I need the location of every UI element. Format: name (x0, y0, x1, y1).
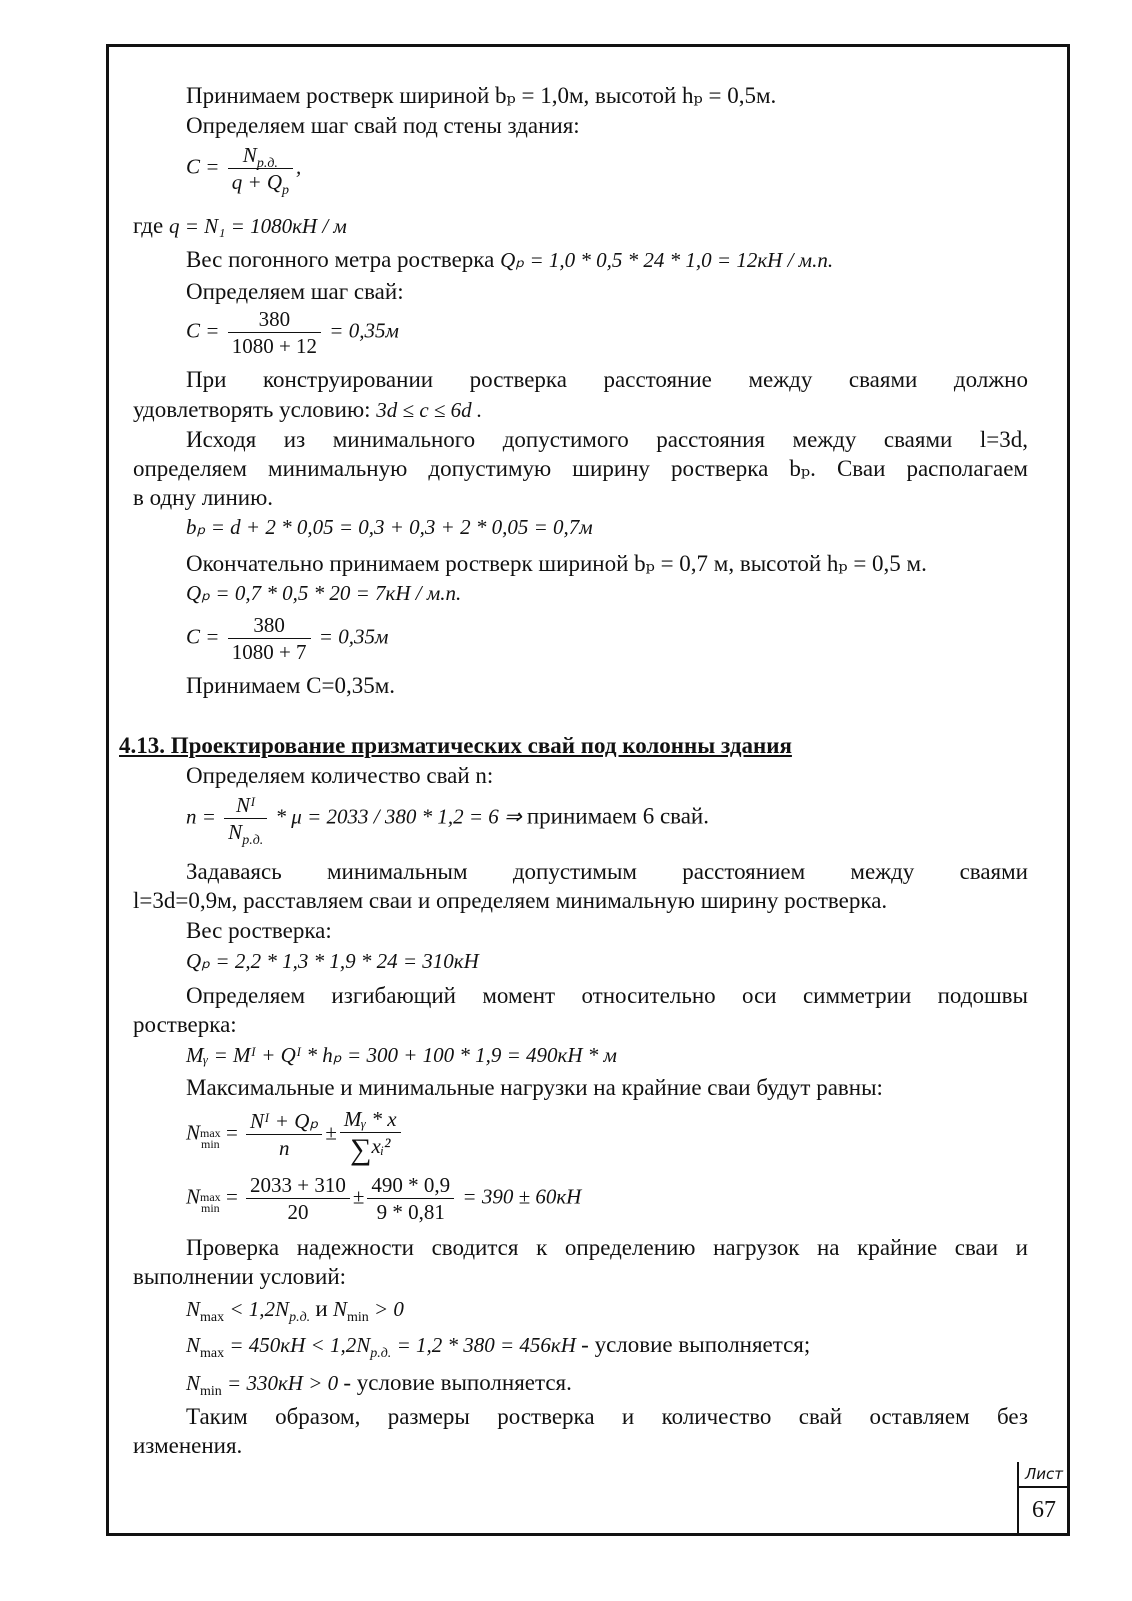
formula-c1: C = $\frac{380}{1080 + 12}$ = 0,35м (186, 307, 399, 358)
sheet-stamp (1017, 1462, 1069, 1535)
sheet-label: Лист (1019, 1462, 1069, 1488)
text-line: Определяем изгибающий момент относительно оси симметрии подошвы (186, 983, 1028, 1008)
text-line: Принимаем ростверк шириной bₚ = 1,0м, высотой hₚ = 0,5м. (186, 83, 777, 108)
formula-step: C = $\frac{N_{р.д.}}{q + Q_p}$ , (186, 143, 302, 199)
text-line: Проверка надежности сводится к определению нагрузок на крайние сваи и (186, 1235, 1028, 1260)
formula-n: n = $\frac{\text{Nᴵ}}{N_{р.д.}}$ * μ = 2033 / 380 * 1,2 = 6 ⇒ принимаем 6 свай. (186, 793, 709, 849)
formula-my: Mᵧ = Mᴵ + Qᴵ * hₚ = 300 + 100 * 1,9 = 490кН * м (186, 1043, 617, 1067)
text-line: изменения. (133, 1433, 243, 1458)
text-line: в одну линию. (133, 485, 274, 510)
formula-condition-2: $N_{max} = 450кН < 1,2N_{р.д.} = 1,2 * 380 = 456кН$ - условие выполняется; (186, 1332, 811, 1362)
fraction: $\frac{N_{р.д.}}{q + Q_p}$ (228, 142, 293, 195)
formula-condition-1: $N_{max} < 1,2N_{р.д.}$ и $N_{min} > 0$ (186, 1296, 404, 1326)
text-line: ростверка: (133, 1012, 237, 1037)
fraction: $\frac{2033 + 310}{20}$ (246, 1172, 350, 1225)
sheet-number: 67 (1032, 1497, 1056, 1523)
formula-nmaxmin: Nmax min = $\frac{\text{Nᴵ + Qₚ}}{n}$ ± $\frac{\text{Mᵧ * x}}{\text{∑xᵢ²}}$ (186, 1106, 404, 1163)
text-line: Вес погонного метра ростверка Qₚ = 1,0 * 0,5 * 24 * 1,0 = 12кН / м.п. (186, 247, 834, 272)
text-line: определяем минимальную допустимую ширину ростверка bₚ. Сваи располагаем (133, 456, 1028, 481)
text-line: Принимаем С=0,35м. (186, 673, 396, 698)
text-line: Задаваясь минимальным допустимым расстоянием между сваями (186, 859, 1028, 884)
formula-qp: Qₚ = 1,0 * 0,5 * 24 * 1,0 = 12кН / м.п. (500, 248, 834, 272)
formula-q: q = N₁ = 1080кН / м (168, 214, 347, 238)
fraction: $\frac{\text{Mᵧ * x}}{\text{∑xᵢ²}}$ (340, 1106, 401, 1163)
text-line: Определяем количество свай n: (186, 763, 494, 788)
text-line: Максимальные и минимальные нагрузки на крайние сваи будут равны: (186, 1075, 883, 1100)
text-line: Определяем шаг свай под стены здания: (186, 113, 580, 138)
fraction: $\frac{490 * 0,9}{9 * 0,81}$ (367, 1172, 454, 1225)
formula-condition-3: $N_{min} = 330кН > 0$ - условие выполняется. (186, 1370, 572, 1400)
formula-nmaxmin-values: Nmax min = $\frac{2033 + 310}{20}$ ± $\frac{490 * 0,9}{9 * 0,81}$ = 390 ± 60кН (186, 1173, 582, 1224)
formula-qp2: Qₚ = 0,7 * 0,5 * 20 = 7кН / м.п. (186, 581, 462, 605)
text-line: Окончательно принимаем ростверк шириной bₚ = 0,7 м, высотой hₚ = 0,5 м. (186, 551, 927, 576)
fraction: $\frac{380}{1080 + 12}$ (228, 306, 321, 359)
fraction: $\frac{\text{Nᴵ}}{N_{р.д.}}$ (224, 792, 267, 845)
text-line: Исходя из минимального допустимого расстояния между сваями l=3d, (186, 427, 1028, 452)
text-line: Определяем шаг свай: (186, 279, 404, 304)
fraction: $\frac{380}{1080 + 7}$ (228, 612, 311, 665)
text-line: При конструировании ростверка расстояние между сваями должно (186, 367, 1028, 392)
text-line: где q = N₁ = 1080кН / м (133, 213, 347, 238)
text-line: Таким образом, размеры ростверка и количество свай оставляем без (186, 1404, 1028, 1429)
fraction: $\frac{\text{Nᴵ + Qₚ}}{n}$ (246, 1108, 322, 1161)
formula-condition: 3d ≤ c ≤ 6d . (376, 398, 483, 422)
formula-bp: bₚ = d + 2 * 0,05 = 0,3 + 0,3 + 2 * 0,05 = 0,7м (186, 515, 593, 539)
text-line: Вес ростверка: (186, 918, 332, 943)
text-line: удовлетворять условию: 3d ≤ c ≤ 6d . (133, 397, 483, 422)
formula-qp3: Qₚ = 2,2 * 1,3 * 1,9 * 24 = 310кН (186, 949, 479, 973)
formula-c2: C = $\frac{380}{1080 + 7}$ = 0,35м (186, 613, 389, 664)
text-line: выполнении условий: (133, 1264, 347, 1289)
section-heading: 4.13. Проектирование призматических свай под колонны здания (119, 733, 792, 758)
text-line: l=3d=0,9м, расставляем сваи и определяем минимальную ширину ростверка. (133, 888, 888, 913)
